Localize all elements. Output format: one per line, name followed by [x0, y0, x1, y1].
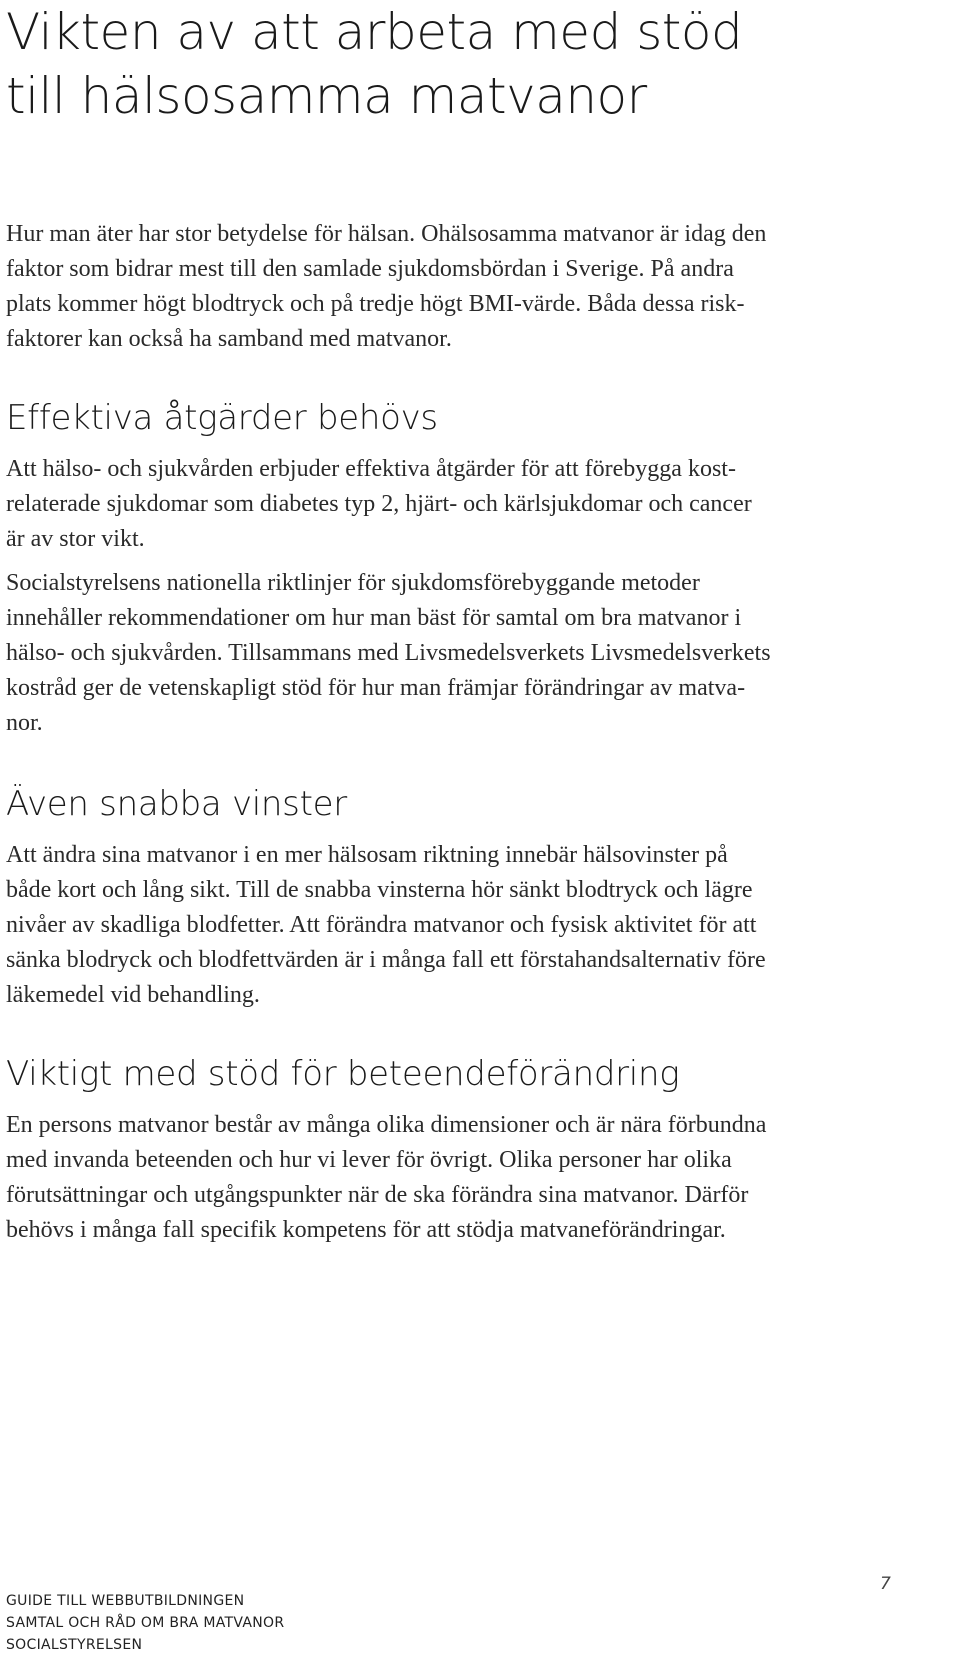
page-title [6, 0, 906, 128]
text-line: nivåer av skadliga blodfetter. Att förändra matvanor och fysisk aktivitet för att [6, 912, 757, 938]
text-line: Att hälso- och sjukvården erbjuder effektiva åtgärder för att förebygga kost- [6, 456, 736, 482]
text-line: med invanda beteenden och hur vi lever för övrigt. Olika personer har olika [6, 1147, 732, 1173]
footer-line-guide: GUIDE TILL WEBBUTBILDNINGEN [6, 1593, 245, 1609]
text-line: faktorer kan också ha samband med matvanor. [6, 326, 452, 352]
text-line: läkemedel vid behandling. [6, 982, 260, 1008]
section-heading-viktigt-med-stod: Viktigt med stöd för beteendeförändring [6, 1054, 680, 1094]
text-line: nor. [6, 710, 43, 736]
section-heading-aven-snabba-vinster: Även snabba vinster [6, 784, 347, 824]
page-footer [6, 1590, 284, 1656]
text-line: kostråd ger de vetenskapligt stöd för hur man främjar förändringar av matva- [6, 675, 746, 701]
section3-paragraph-1 [6, 1108, 906, 1248]
text-line: Att ändra sina matvanor i en mer hälsosam riktning innebär hälsovinster på [6, 842, 728, 868]
text-line: behövs i många fall specifik kompetens för att stödja matvaneförändringar. [6, 1217, 726, 1243]
section-heading-effektiva-atgarder: Effektiva åtgärder behövs [6, 398, 438, 438]
section2-paragraph-1 [6, 838, 906, 1013]
page-number: 7 [880, 1574, 891, 1594]
footer-line-course: SAMTAL OCH RÅD OM BRA MATVANOR [6, 1615, 285, 1631]
footer-line-publisher: SOCIALSTYRELSEN [6, 1637, 143, 1653]
text-line: Socialstyrelsens nationella riktlinjer för sjukdomsförebyggande metoder [6, 570, 700, 596]
section1-paragraph-2 [6, 566, 906, 741]
text-line: faktor som bidrar mest till den samlade sjukdomsbördan i Sverige. På andra [6, 256, 734, 282]
text-line: En persons matvanor består av många olika dimensioner och är nära förbundna [6, 1112, 767, 1138]
text-line: plats kommer högt blodtryck och på tredje högt BMI-värde. Båda dessa risk- [6, 291, 745, 317]
text-line: relaterade sjukdomar som diabetes typ 2, hjärt- och kärlsjukdomar och cancer [6, 491, 752, 517]
text-line: förutsättningar och utgångspunkter när de ska förändra sina matvanor. Därför [6, 1182, 749, 1208]
text-line: sänka blodryck och blodfettvärden är i många fall ett förstahandsalternativ före [6, 947, 766, 973]
page-title-line-2: till hälsosamma matvanor [6, 67, 647, 125]
page-title-line-1: Vikten av att arbeta med stöd [6, 3, 743, 61]
text-line: innehåller rekommendationer om hur man bäst för samtal om bra matvanor i [6, 605, 742, 631]
text-line: hälso- och sjukvården. Tillsammans med Livsmedelsverkets Livsmedelsverkets [6, 640, 771, 666]
text-line: Hur man äter har stor betydelse för hälsan. Ohälsosamma matvanor är idag den [6, 221, 767, 247]
intro-paragraph [6, 217, 906, 357]
section1-paragraph-1 [6, 452, 906, 557]
text-line: både kort och lång sikt. Till de snabba vinsterna hör sänkt blodtryck och lägre [6, 877, 753, 903]
text-line: är av stor vikt. [6, 526, 145, 552]
